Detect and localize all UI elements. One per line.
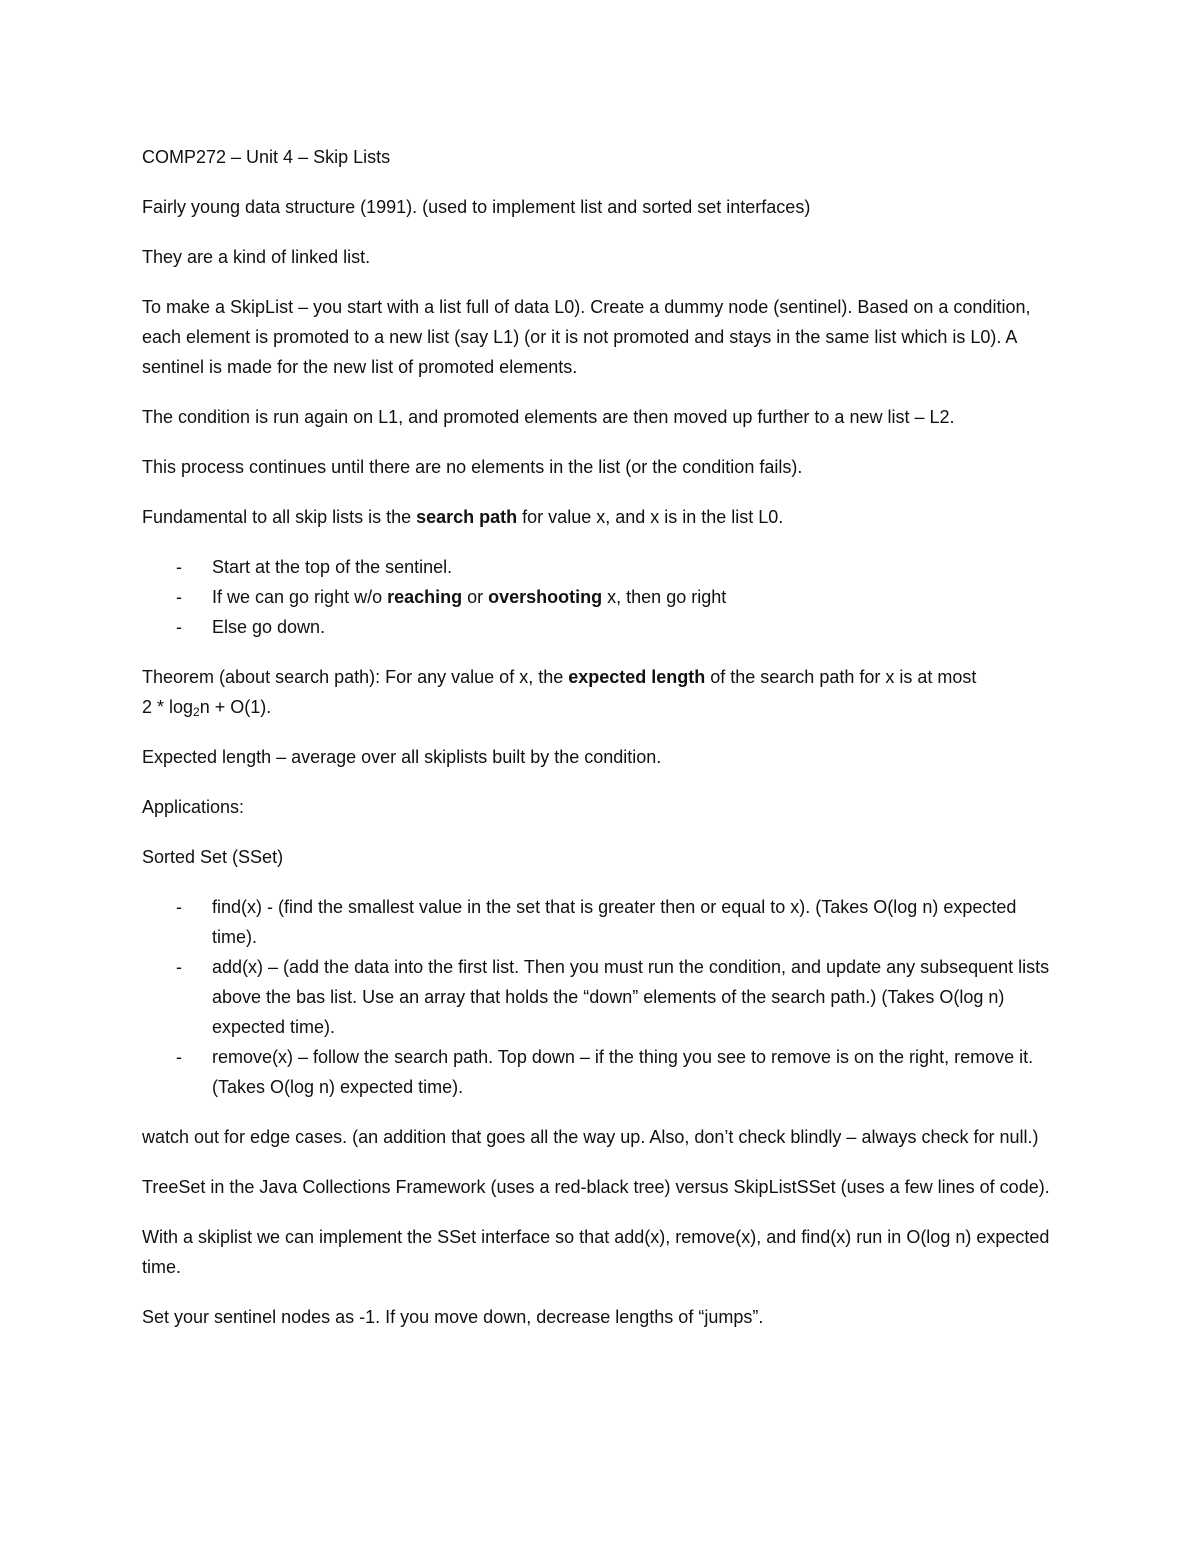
- construction-paragraph: To make a SkipList – you start with a list full of data L0). Create a dummy node (sentinel). Based on a condition, each element is promoted to a new list (say L1) (or it is not promoted and stays in the same list which is L0). A sentinel is made for the new list of promoted elements.: [142, 297, 1031, 377]
- theorem-formula: [142, 697, 271, 717]
- formula-part: n + O(1).: [199, 697, 272, 717]
- search-path-text-before: Fundamental to all skip lists is the: [142, 507, 417, 527]
- search-steps-list: [142, 552, 1050, 642]
- formula-part: 2 * log: [142, 697, 194, 717]
- treeset-paragraph: TreeSet in the Java Collections Framework (uses a red-black tree) versus SkipListSSet (uses a few lines of code).: [142, 1177, 1050, 1197]
- list-item: [142, 552, 1050, 582]
- list-dash: -: [176, 557, 182, 577]
- document-title: COMP272 – Unit 4 – Skip Lists: [142, 147, 391, 167]
- list-item: [142, 892, 1050, 952]
- list-dash: -: [176, 1047, 182, 1067]
- linked-list-paragraph: They are a kind of linked list.: [142, 247, 371, 267]
- list-item: [142, 952, 1050, 1042]
- sorted-set-heading: Sorted Set (SSet): [142, 847, 284, 867]
- skiplist-sset-paragraph: With a skiplist we can implement the SSet interface so that add(x), remove(x), and find(x) run in O(log n) expected time.: [142, 1227, 1050, 1277]
- intro-paragraph: Fairly young data structure (1991). (used to implement list and sorted set interfaces): [142, 197, 811, 217]
- search-step-text: [212, 587, 726, 607]
- theorem-paragraph: [142, 662, 1050, 722]
- list-dash: -: [176, 897, 182, 917]
- step-bold-term: overshooting: [488, 587, 603, 607]
- list-dash: -: [176, 957, 182, 977]
- theorem-bold-term: expected length: [568, 667, 706, 687]
- search-path-term: search path: [416, 507, 518, 527]
- list-item: [142, 612, 1050, 642]
- add-operation-text: add(x) – (add the data into the first list. Then you must run the condition, and update any subsequent lists above the bas list. Use an array that holds the “down” elements of the search path.) (Takes O(log n) expected time).: [212, 957, 1050, 1037]
- list-item: [142, 1042, 1050, 1102]
- find-operation-text: find(x) - (find the smallest value in the set that is greater then or equal to x). (Takes O(log n) expected time).: [212, 897, 1017, 947]
- remove-operation-text: remove(x) – follow the search path. Top down – if the thing you see to remove is on the right, remove it. (Takes O(log n) expected time).: [212, 1047, 1034, 1097]
- applications-heading: Applications:: [142, 797, 245, 817]
- theorem-text-before: Theorem (about search path): For any value of x, the: [142, 667, 569, 687]
- search-path-paragraph: [142, 502, 1050, 532]
- process-paragraph: This process continues until there are no elements in the list (or the condition fails).: [142, 457, 803, 477]
- search-path-text-after: for value x, and x is in the list L0.: [517, 507, 784, 527]
- step-text-part: or: [462, 587, 489, 607]
- list-item: [142, 582, 1050, 612]
- step-text-part: x, then go right: [602, 587, 727, 607]
- step-text-part: If we can go right w/o: [212, 587, 388, 607]
- search-step-text: Start at the top of the sentinel.: [212, 557, 453, 577]
- formula-subscript: 2: [193, 705, 200, 719]
- step-bold-term: reaching: [387, 587, 463, 607]
- sentinel-paragraph: Set your sentinel nodes as -1. If you move down, decrease lengths of “jumps”.: [142, 1307, 764, 1327]
- list-dash: -: [176, 587, 182, 607]
- list-dash: -: [176, 617, 182, 637]
- search-step-text: Else go down.: [212, 617, 326, 637]
- expected-length-paragraph: Expected length – average over all skiplists built by the condition.: [142, 747, 662, 767]
- sset-operations-list: [142, 892, 1050, 1102]
- theorem-text-after: of the search path for x is at most: [705, 667, 977, 687]
- edge-cases-paragraph: watch out for edge cases. (an addition that goes all the way up. Also, don’t check blindly – always check for null.): [142, 1127, 1039, 1147]
- condition-paragraph: The condition is run again on L1, and promoted elements are then moved up further to a new list – L2.: [142, 407, 955, 427]
